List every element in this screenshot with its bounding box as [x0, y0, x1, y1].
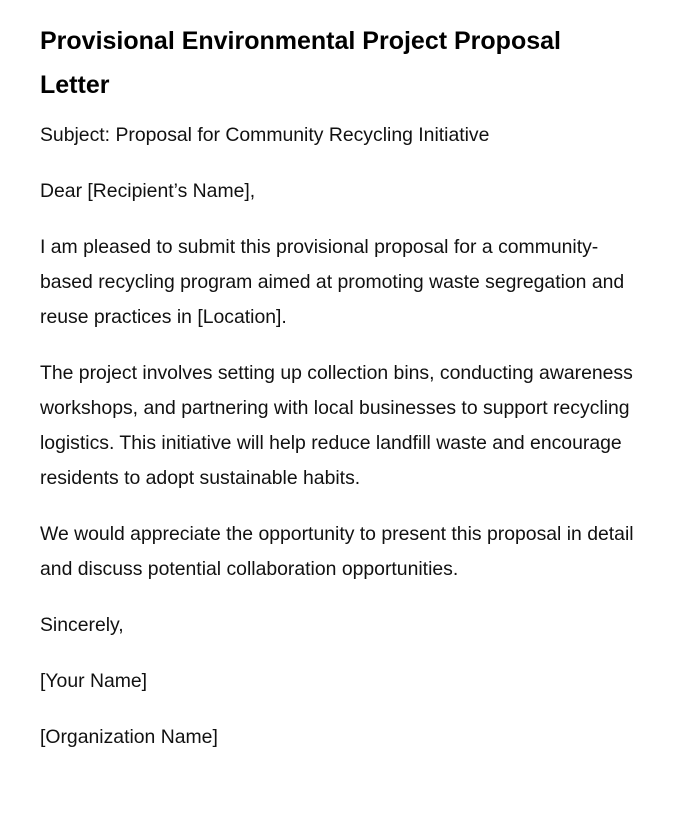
letter-paragraph-2: The project involves setting up collection bins, conducting awareness workshops, and partnering with local businesses to support recycling logistics. This initiative will help reduce landfill waste and encourage residents to adopt sustainable habits.: [40, 362, 633, 489]
letter-paragraph-1: I am pleased to submit this provisional proposal for a community-based recycling program aimed at promoting waste segregation and reuse practices in [Location].: [40, 236, 625, 328]
letter-salutation: Dear [Recipient’s Name],: [40, 180, 256, 202]
letter-paragraph-3: We would appreciate the opportunity to present this proposal in detail and discuss potential collaboration opportunities.: [40, 523, 634, 580]
letter-subject: Subject: Proposal for Community Recycling Initiative: [40, 124, 490, 146]
letter-sender-name: [Your Name]: [40, 670, 148, 692]
letter-organization: [Organization Name]: [40, 726, 218, 748]
letter-title: Provisional Environmental Project Proposal Letter: [40, 27, 561, 99]
letter-closing: Sincerely,: [40, 614, 124, 636]
